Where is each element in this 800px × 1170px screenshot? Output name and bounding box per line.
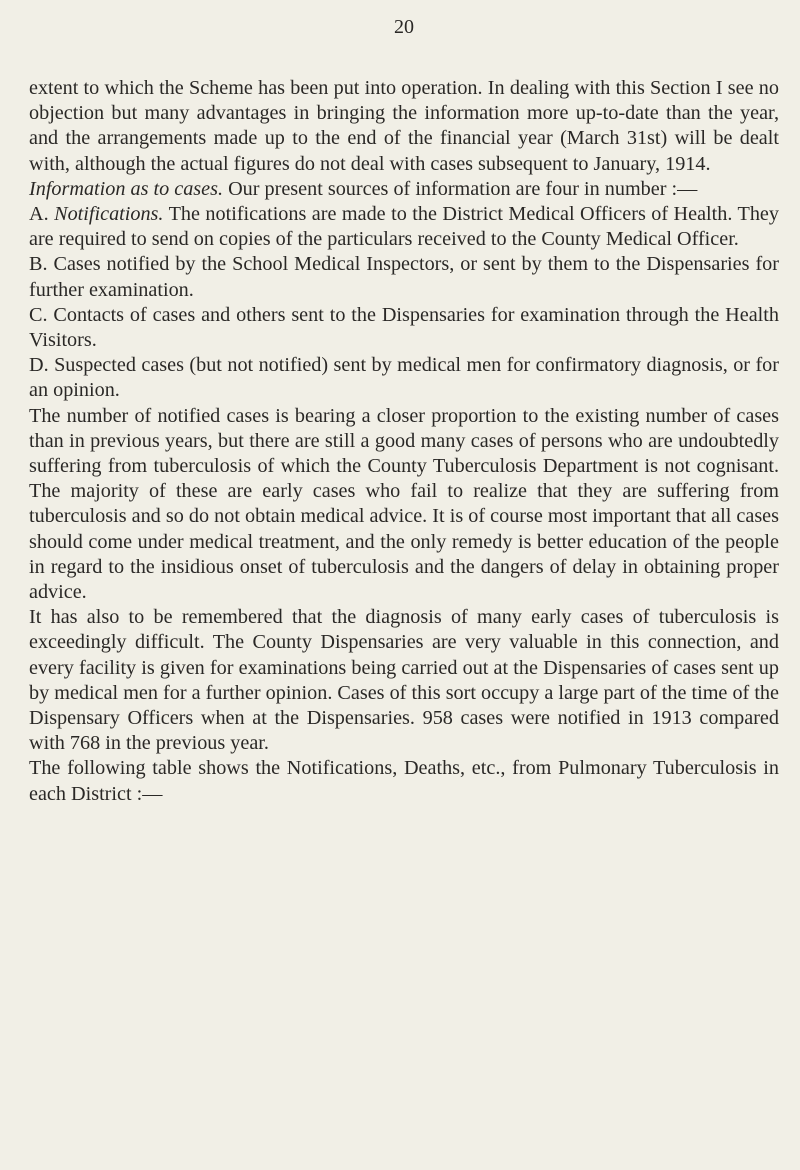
list-item-heading: Notifications. — [54, 203, 164, 226]
list-item-notifications — [29, 202, 779, 252]
list-item-school-cases — [29, 252, 779, 302]
paragraph-information-sources — [29, 177, 779, 202]
list-item-text: Contacts of cases and others sent to the Dispensaries for examination through the Health Visitors. — [29, 303, 779, 352]
list-item-text: Cases notified by the School Medical Inspectors, or sent by them to the Dispensaries for further examination. — [29, 253, 779, 301]
paragraph-scheme-extent: extent to which the Scheme has been put into operation. In dealing with this Section I see no objection but many advantages in bringing the information more up-to-date than the year, and the arrangements made up to the end of the financial year (March 31st) will be dealt with, although the actual figures do not deal with cases subsequent to January, 1914. — [29, 77, 779, 175]
list-item-label: B. — [29, 253, 48, 276]
list-item-text: The notifications are made to the District Medical Officers of Health. They are required to send on copies of the particulars received to the County Medical Officer. — [29, 203, 779, 251]
paragraph-text: Our present sources of information are four in number :— — [223, 177, 698, 200]
list-item-contacts — [29, 303, 779, 353]
list-item-text: Suspected cases (but not notified) sent by medical men for confirmatory diagnosis, or for an opinion. — [29, 354, 779, 402]
list-item-label: D. — [29, 354, 49, 377]
list-item-label: C. — [29, 303, 48, 326]
list-item-label: A. — [29, 203, 49, 226]
page-number: 20 — [394, 16, 414, 38]
paragraph-diagnosis: It has also to be remembered that the diagnosis of many early cases of tuberculosis is exceedingly difficult. The County Dispensaries are very valuable in this connection, and every facility is given for examinations being carried out at the Dispensaries of cases sent up by medical men for a further opinion. Cases of this sort occupy a large part of the time of the Dispensary Officers when at the Dispensaries. 958 cases were notified in 1913 compared with 768 in the previous year. — [29, 606, 779, 755]
paragraph-notified-cases: The number of notified cases is bearing a closer proportion to the existing number of cases than in previous years, but there are still a good many cases of persons who are undoubtedly suffering from tuberculosis of which the County Tuberculosis Department is not cognisant. The majority of these are early cases who fail to realize that they are suffering from tuberculosis and so do not obtain medical advice. It is of course most important that all cases should come under medical treatment, and the only remedy is better education of the people in regard to the insidious onset of tuberculosis and the dangers of delay in obtaining proper advice. — [29, 404, 779, 604]
list-item-suspected-cases — [29, 353, 779, 403]
section-heading: Information as to cases. — [29, 177, 224, 200]
paragraph-table-intro: The following table shows the Notifications, Deaths, etc., from Pulmonary Tuberculosis in each District :— — [29, 757, 779, 805]
document-page — [29, 15, 779, 807]
